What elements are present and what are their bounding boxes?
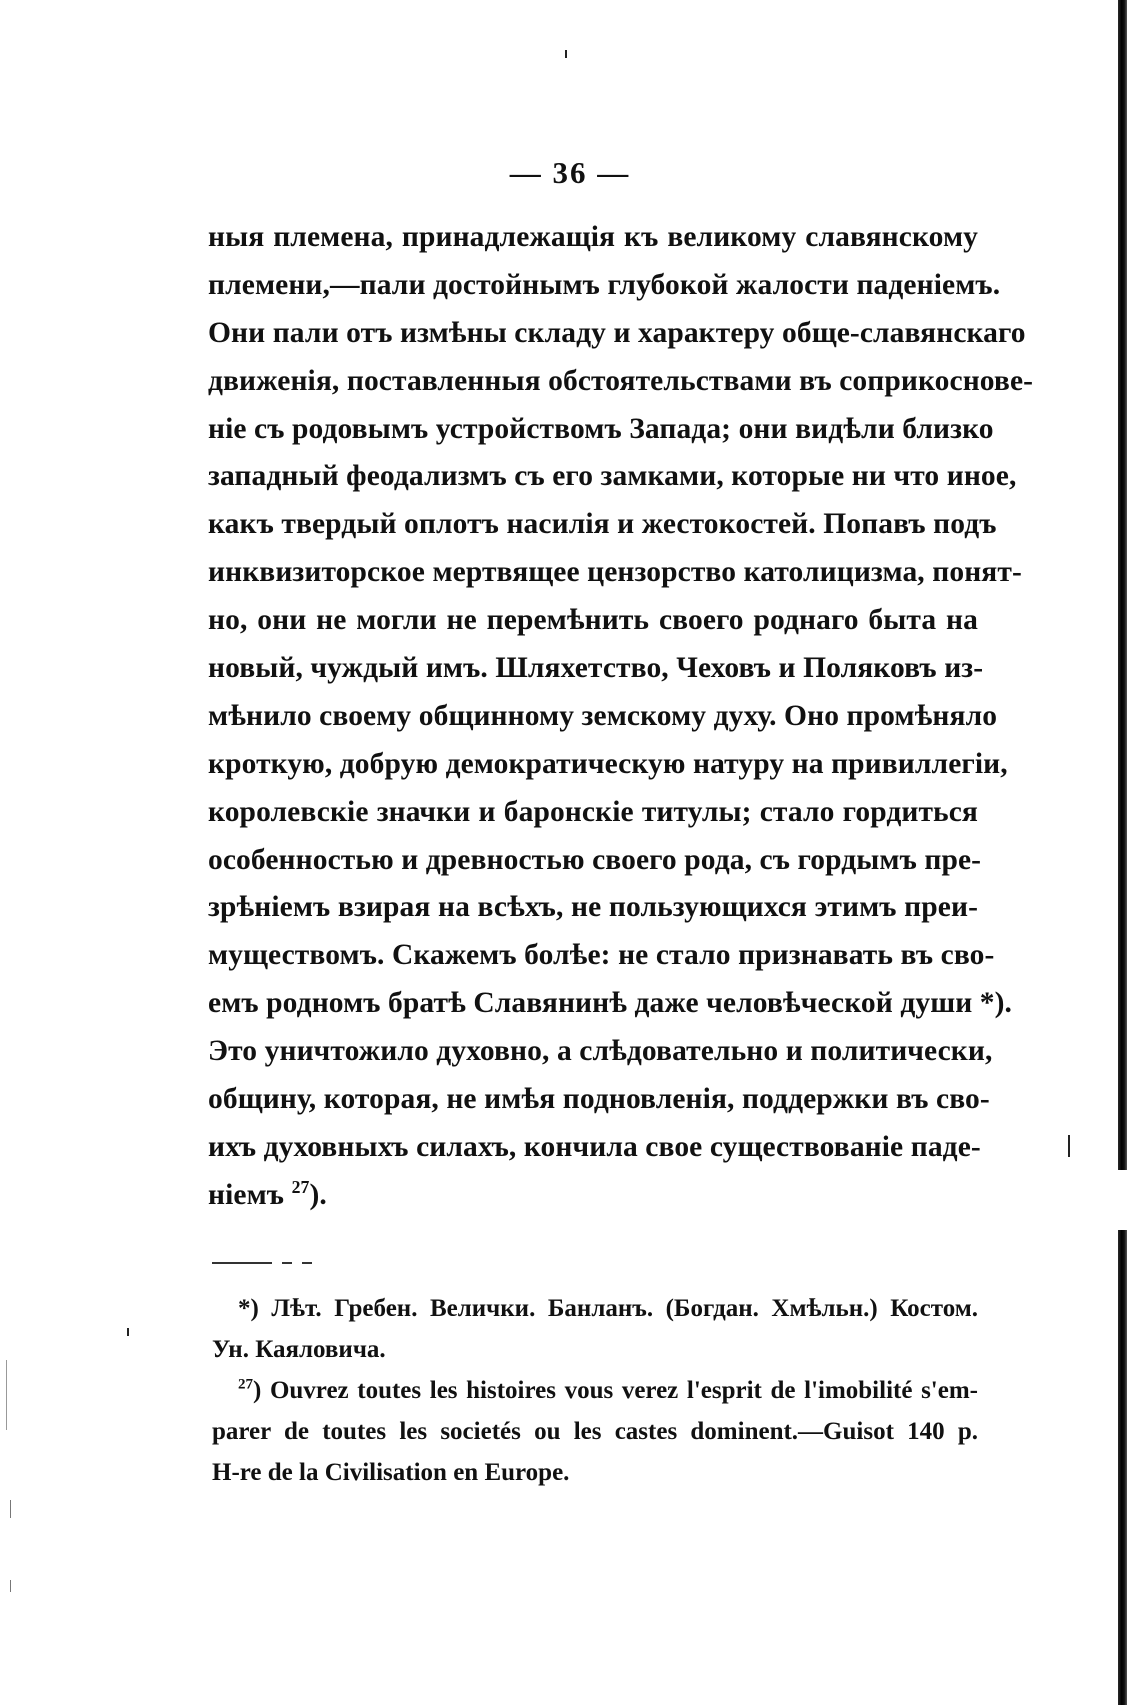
text-line: зрѣніемъ взирая на всѣхъ, не пользующихся этимъ преи- (208, 891, 978, 924)
text-line: новый, чуждый имъ. Шляхетство, Чеховъ и Поляковъ из- (208, 652, 984, 685)
scan-speck (10, 1500, 11, 1518)
text-line: ныя племена, принадлежащія къ великому славянскому (208, 221, 978, 253)
footnote-star-line: Ун. Каяловича. (212, 1336, 386, 1363)
body-text (208, 214, 1034, 1220)
scan-speck (565, 50, 567, 58)
text-line: инквизиторское мертвящее цензорство католицизма, понят- (208, 556, 1022, 589)
text-line: муществомъ. Скажемъ болѣе: не стало признавать въ сво- (208, 939, 995, 972)
last-line-close: ). (309, 1178, 327, 1211)
footnote-27-text: ) Ouvrez toutes les histoires vous verez l'esprit de l'imobilité s'em- (253, 1377, 978, 1404)
text-line: западный феодализмъ съ его замками, которые ни что иное, (208, 460, 1017, 493)
text-line: кроткую, добрую демократическую натуру на привиллегіи, (208, 747, 1008, 780)
footnotes (212, 1288, 978, 1493)
text-line: Это уничтожило духовно, а слѣдовательно и политически, (208, 1035, 993, 1068)
text-line: королевскіе значки и баронскіе титулы; стало гордиться (208, 795, 978, 828)
footnote-star-line (212, 1288, 978, 1329)
footnote-star-marker: *) (238, 1295, 259, 1322)
text-line: но, они не могли не перемѣнить своего роднаго быта на (208, 604, 978, 637)
text-line: движенія, поставленныя обстоятельствами въ соприкоснове- (208, 364, 1034, 397)
scan-speck (6, 1360, 7, 1430)
text-line: мѣнило своему общинному земскому духу. Оно промѣняло (208, 699, 998, 732)
scan-speck (127, 1328, 129, 1336)
page-edge-gap (1116, 1170, 1130, 1230)
last-line-text: ніемъ (208, 1178, 292, 1211)
text-line-last (208, 1172, 978, 1220)
page-number: — 36 — (509, 155, 631, 190)
footnote-star-text: Лѣт. Гребен. Велички. Банланъ. (Богдан. Хмѣльн.) Костом. (258, 1295, 978, 1322)
page-edge-shadow (1118, 0, 1127, 1705)
text-line: емъ родномъ братѣ Славянинѣ даже человѣческой души *). (208, 987, 1013, 1020)
footnote-divider (212, 1262, 312, 1264)
text-line: племени,—пали достойнымъ глубокой жалости паденіемъ. (208, 268, 1001, 301)
footnote-27-marker: 27 (238, 1376, 253, 1393)
footnote-27-line: parer de toutes les societés ou les castes dominent.—Guisot 140 p. (212, 1418, 978, 1445)
footnote-27-line (212, 1370, 978, 1411)
text-line: Они пали отъ измѣны складу и характеру обще-славянскаго (208, 316, 1026, 349)
footnote-27-line: H-re de la Civilisation en Europe. (212, 1459, 570, 1486)
text-line: ихъ духовныхъ силахъ, кончила свое существованіе паде- (208, 1130, 981, 1163)
footnote-ref-27: 27 (291, 1176, 310, 1197)
text-line: особенностью и древностью своего рода, съ гордымъ пре- (208, 843, 982, 876)
scan-speck (1068, 1135, 1070, 1157)
scan-speck (10, 1580, 11, 1592)
text-line: ніе съ родовымъ устройствомъ Запада; они видѣли близко (208, 412, 994, 445)
text-line: какъ твердый оплотъ насилія и жестокостей. Попавъ подъ (208, 508, 997, 541)
text-line: общину, которая, не имѣя подновленія, поддержки въ сво- (208, 1083, 990, 1116)
